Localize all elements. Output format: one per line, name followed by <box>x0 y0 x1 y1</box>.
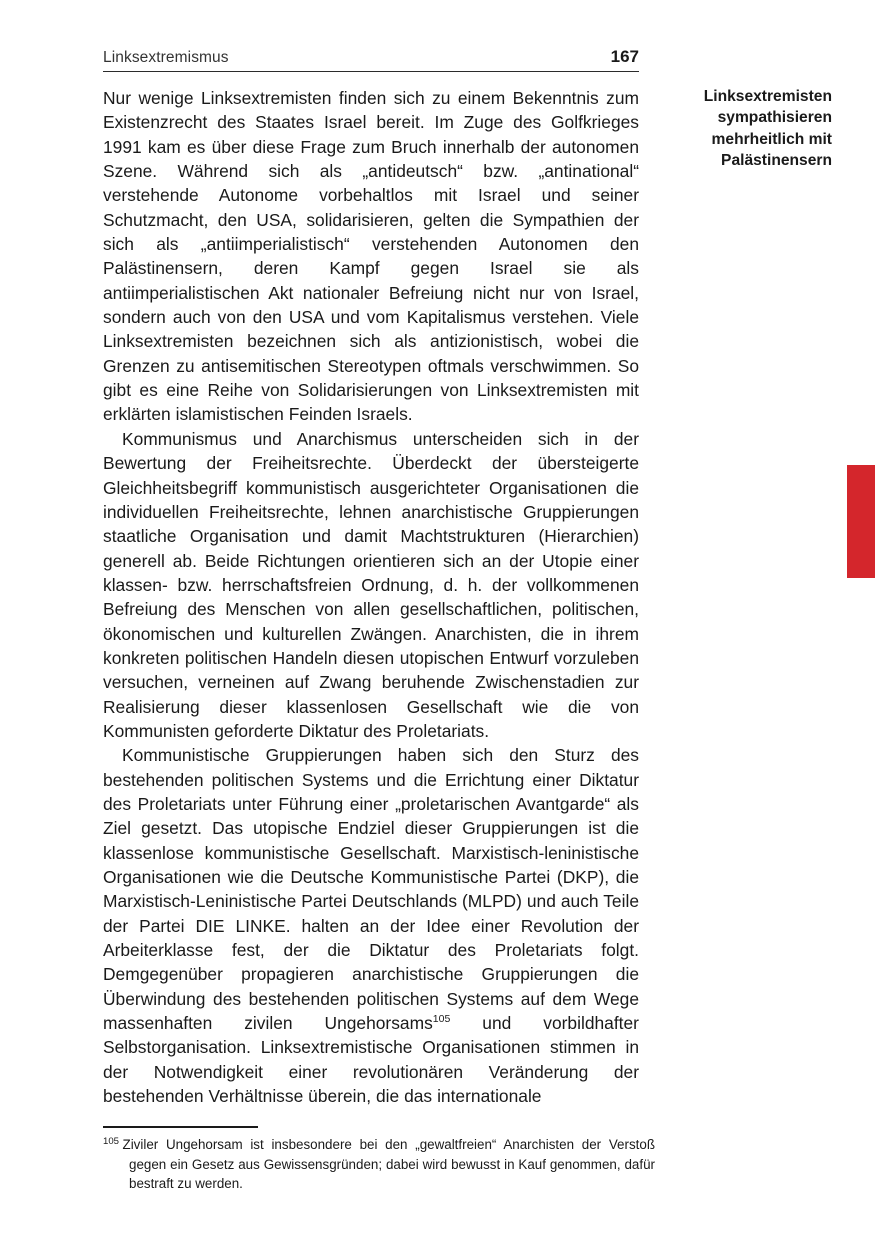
running-head <box>103 47 639 72</box>
footnote-number: 105 <box>103 1135 120 1147</box>
footnote-text: Ziviler Ungehorsam ist insbesondere bei den „gewaltfreien“ Anarchisten der Verstoß gegen ein Gesetz aus Gewissensgründen; dabei wird bewusst in Kauf genommen, dafür bestraft zu werden. <box>122 1137 655 1192</box>
margin-note-line-3: mehrheitlich mit <box>711 130 832 148</box>
body-paragraph-3 <box>103 743 639 1108</box>
margin-note-line-4: Palästinensern <box>721 152 832 170</box>
body-paragraph-1: Nur wenige Linksextremisten finden sich zu einem Bekenntnis zum Existenzrecht des Staates Israel bereit. Im Zuge des Golfkrieges 1991 kam es über diese Frage zum Bruch innerhalb der autonomen Szene. Während sich als „antideutsch“ bzw. „antinational“ verstehende Autonome vorbehaltlos mit Israel und seiner Schutzmacht, den USA, solidarisieren, gelten die Sympathien der sich als „antiimperialistisch“ verstehenden Autonomen den Palästinensern, deren Kampf gegen Israel sie als antiimperialistischen Akt nationaler Befreiung nicht nur von Israel, sondern auch von den USA und vom Kapitalismus verstehen. Viele Linksextremisten bezeichnen sich als antizionistisch, wobei die Grenzen zu antisemitischen Stereotypen oftmals verschwimmen. So gibt es eine Reihe von Solidarisierungen von Linksextremisten mit erklärten islamistischen Feinden Israels. <box>103 88 639 425</box>
chapter-thumb-tab <box>847 465 875 578</box>
footnote-separator-rule <box>103 1126 258 1128</box>
margin-note-line-1: Linksextremisten <box>703 88 832 105</box>
footnote-item <box>103 1135 655 1194</box>
margin-note-line-2: sympathisieren <box>717 109 832 127</box>
footnote-reference-105[interactable]: 105 <box>432 1013 451 1026</box>
footnote-area <box>103 1126 655 1194</box>
body-paragraph-3-text-after-footnote: und vorbildhafter Selbstorganisation. Linksextremistische Organisationen stimmen in der Notwendigkeit einer revolutionären Veränderung der bestehenden Verhältnisse überein, die das internationale <box>103 1013 639 1107</box>
running-head-title: Linksextremismus <box>103 49 229 66</box>
body-paragraph-2: Kommunismus und Anarchismus unterscheiden sich in der Bewertung der Freiheitsrechte. Überdeckt der übersteigerte Gleichheitsbegriff kommunistisch ausgerichteter Organisationen die individuellen Freiheitsrechte, lehnen anarchistische Gruppierungen staatliche Organisation und damit Machtstrukturen (Hierarchien) generell ab. Beide Richtungen orientieren sich an der Utopie einer klassen- bzw. herrschaftsfreien Ordnung, d. h. der vollkommenen Befreiung des Menschen von allen gesellschaftlichen, politischen, ökonomischen und kulturellen Zwängen. Anarchisten, die in ihrem konkreten politischen Handeln diesen utopischen Entwurf vorzuleben versuchen, verneinen auf Zwang beruhende Zwischenstadien zur Realisierung dieser klassenlosen Gesellschaft wie die von Kommunisten geforderte Diktatur des Proletariats. <box>103 428 639 741</box>
margin-note <box>666 86 832 172</box>
running-head-rule <box>103 71 639 72</box>
running-head-row <box>103 47 639 71</box>
page-number: 167 <box>610 47 639 66</box>
body-column <box>103 86 639 1108</box>
body-paragraph-3-text-before-footnote: Kommunistische Gruppierungen haben sich den Sturz des bestehenden politischen Systems und die Errichtung einer Diktatur des Proletariats unter Führung einer „proletarischen Avantgarde“ als Ziel gesetzt. Das utopische Endziel dieser Gruppierungen ist die klassenlose kommunistische Gesellschaft. Marxistisch-leninistische Organisationen wie die Deutsche Kommunistische Partei (DKP), die Marxistisch-Leninistische Partei Deutschlands (MLPD) und auch Teile der Partei DIE LINKE. halten an der Idee einer Revolution der Arbeiterklasse fest, der die Diktatur des Proletariats folgt. Demgegenüber propagieren anarchistische Gruppierungen die Überwindung des bestehenden politischen Systems auf dem Wege massenhaften zivilen Ungehorsams <box>103 745 639 1034</box>
